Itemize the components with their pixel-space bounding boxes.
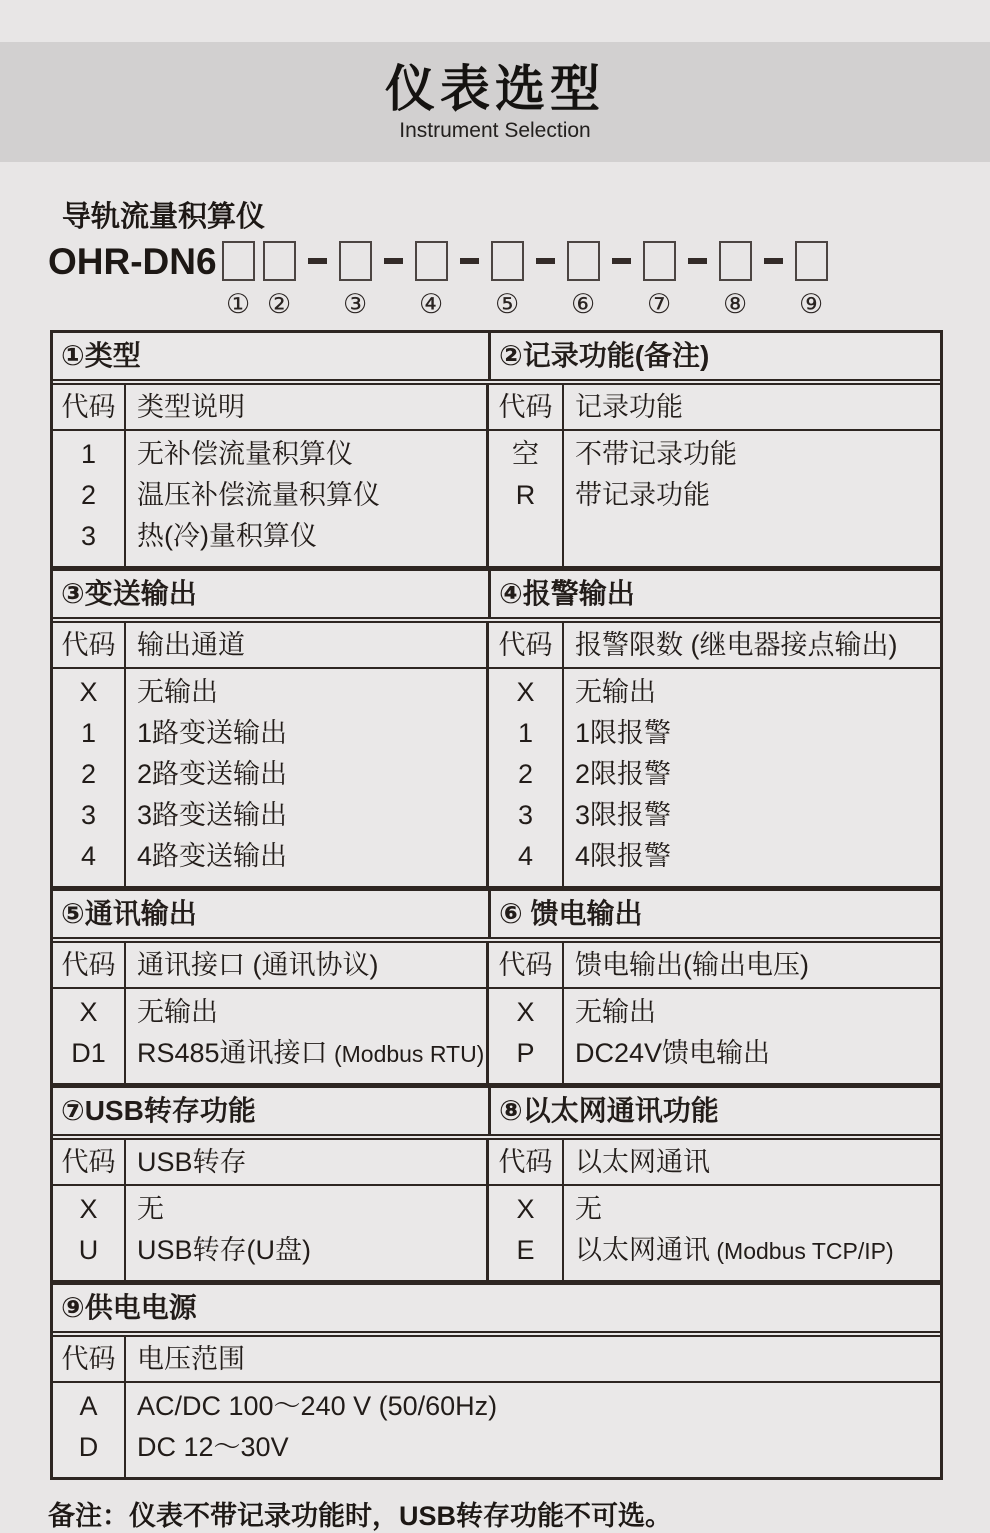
desc-value: 4路变送输出 xyxy=(137,841,288,871)
model-box xyxy=(643,241,676,281)
desc-value: DC24V馈电输出 xyxy=(575,1038,771,1068)
model-slot-1 xyxy=(222,241,255,318)
code-value: X xyxy=(79,1194,98,1224)
spec-table xyxy=(50,330,943,1480)
code-cell xyxy=(53,669,126,886)
column-header-row xyxy=(53,1331,940,1383)
desc-value xyxy=(564,1230,940,1271)
desc-value: 无 xyxy=(137,1194,164,1224)
desc-cell xyxy=(126,989,489,1083)
code-header-cell: 代码 xyxy=(53,943,126,987)
section-title: ③变送输出 xyxy=(53,571,491,617)
code-value: X xyxy=(516,997,535,1027)
desc-value: 无 xyxy=(575,1194,602,1224)
dash-separator xyxy=(384,258,403,264)
page-subtitle: Instrument Selection xyxy=(399,118,591,142)
model-slot-3 xyxy=(339,241,372,318)
column-header-row xyxy=(53,1134,940,1186)
dash-separator xyxy=(612,258,631,264)
code-value: E xyxy=(516,1235,535,1265)
code-cell xyxy=(53,1186,126,1280)
desc-value: 3路变送输出 xyxy=(137,800,288,830)
code-value: X xyxy=(79,677,98,707)
code-value: 3 xyxy=(517,800,534,830)
desc-value: 1路变送输出 xyxy=(137,718,288,748)
dash-separator xyxy=(460,258,479,264)
code-value: A xyxy=(79,1391,98,1421)
model-box xyxy=(491,241,524,281)
model-box xyxy=(719,241,752,281)
desc-header-cell: 输出通道 xyxy=(126,623,489,667)
section-title: ⑥ 馈电输出 xyxy=(499,898,643,929)
code-header-cell: 代码 xyxy=(53,385,126,429)
code-header-cell: 代码 xyxy=(53,1140,126,1184)
model-slot-4 xyxy=(415,241,448,318)
model-box xyxy=(339,241,372,281)
product-name: 导轨流量积算仪 xyxy=(62,201,266,233)
desc-main: 以太网通讯 xyxy=(575,1235,710,1265)
desc-value: AC/DC 100～240 V (50/60Hz) xyxy=(137,1391,498,1421)
model-slot-2 xyxy=(263,241,296,318)
position-number: ① xyxy=(225,289,251,320)
column-header-row xyxy=(53,379,940,431)
code-value: 2 xyxy=(80,759,97,789)
code-value: X xyxy=(516,677,535,707)
desc-header-cell: 通讯接口 (通讯协议) xyxy=(126,943,489,987)
desc-value: 无输出 xyxy=(137,677,218,707)
desc-main: RS485通讯接口 xyxy=(137,1038,328,1068)
position-number: ③ xyxy=(342,289,368,320)
desc-cell xyxy=(126,431,489,566)
code-cell xyxy=(489,1186,564,1280)
position-number: ② xyxy=(266,289,292,320)
desc-value: 热(冷)量积算仪 xyxy=(137,521,317,551)
code-value: 2 xyxy=(517,759,534,789)
code-header-cell: 代码 xyxy=(489,623,564,667)
model-box xyxy=(222,241,255,281)
desc-value: DC 12～30V xyxy=(137,1432,289,1462)
dash-separator xyxy=(764,258,783,264)
code-header-cell: 代码 xyxy=(489,943,564,987)
code-value: D1 xyxy=(71,1038,106,1068)
model-slot-8 xyxy=(719,241,752,318)
section-comm-power-supply-out xyxy=(53,891,940,1088)
desc-value: 不带记录功能 xyxy=(575,439,737,469)
desc-header-cell: 电压范围 xyxy=(137,1344,245,1374)
desc-header-cell: USB转存 xyxy=(126,1140,489,1184)
code-cell xyxy=(53,431,126,566)
desc-cell xyxy=(564,431,940,566)
position-number: ⑧ xyxy=(722,289,748,320)
position-number: ⑥ xyxy=(570,289,596,320)
position-number: ④ xyxy=(418,289,444,320)
model-box xyxy=(567,241,600,281)
section-header-row xyxy=(53,891,940,937)
position-number: ⑨ xyxy=(798,289,824,320)
code-value: U xyxy=(78,1235,99,1265)
code-value: 3 xyxy=(80,521,97,551)
desc-cell xyxy=(564,669,940,886)
code-value: X xyxy=(516,1194,535,1224)
code-header-cell: 代码 xyxy=(489,1140,564,1184)
desc-header-cell: 馈电输出(输出电压) xyxy=(575,950,809,980)
code-cell xyxy=(489,989,564,1083)
data-row xyxy=(53,989,940,1083)
page-title: 仪表选型 xyxy=(385,60,605,117)
data-row xyxy=(53,1186,940,1280)
section-header-row xyxy=(53,333,940,379)
model-slot-5 xyxy=(491,241,524,318)
code-header-cell: 代码 xyxy=(489,385,564,429)
desc-value: 4限报警 xyxy=(575,841,672,871)
code-cell xyxy=(53,1383,126,1477)
desc-value: 2限报警 xyxy=(575,759,672,789)
desc-value: 温压补偿流量积算仪 xyxy=(137,480,380,510)
desc-value: 无补偿流量积算仪 xyxy=(137,439,353,469)
model-box xyxy=(415,241,448,281)
code-header-cell: 代码 xyxy=(53,623,126,667)
section-title: ⑦USB转存功能 xyxy=(53,1088,491,1134)
code-value: 1 xyxy=(80,439,97,469)
data-row xyxy=(53,669,940,886)
code-value: X xyxy=(79,997,98,1027)
section-usb-ethernet xyxy=(53,1088,940,1285)
model-box xyxy=(795,241,828,281)
code-value: 1 xyxy=(80,718,97,748)
desc-cell xyxy=(564,1186,940,1280)
desc-value xyxy=(126,1033,486,1074)
model-box xyxy=(263,241,296,281)
dash-separator xyxy=(536,258,555,264)
section-title: ⑨供电电源 xyxy=(61,1292,197,1323)
section-header-row xyxy=(53,1285,940,1331)
code-cell xyxy=(489,431,564,566)
section-title: ④报警输出 xyxy=(499,578,635,609)
section-header-row xyxy=(53,571,940,617)
desc-cell xyxy=(126,1186,489,1280)
code-value: 4 xyxy=(517,841,534,871)
desc-value: 无输出 xyxy=(575,997,656,1027)
code-header-cell: 代码 xyxy=(53,1337,126,1381)
model-slot-6 xyxy=(567,241,600,318)
code-value: 3 xyxy=(80,800,97,830)
column-header-row xyxy=(53,617,940,669)
position-number: ⑤ xyxy=(494,289,520,320)
section-title: ①类型 xyxy=(53,333,491,379)
code-cell xyxy=(489,669,564,886)
code-value: 4 xyxy=(80,841,97,871)
desc-value: 带记录功能 xyxy=(575,480,710,510)
section-title: ②记录功能(备注) xyxy=(499,340,710,371)
dash-separator xyxy=(308,258,327,264)
model-slot-7 xyxy=(643,241,676,318)
desc-value: 无输出 xyxy=(575,677,656,707)
desc-cell xyxy=(564,989,940,1083)
desc-cell xyxy=(126,1383,940,1477)
dash-separator xyxy=(688,258,707,264)
section-type-record xyxy=(53,333,940,571)
title-banner xyxy=(0,42,990,162)
desc-value: 无输出 xyxy=(137,997,218,1027)
code-cell xyxy=(53,989,126,1083)
code-value: D xyxy=(78,1432,99,1462)
code-value: 1 xyxy=(517,718,534,748)
desc-header-cell: 报警限数 (继电器接点输出) xyxy=(575,630,898,660)
desc-header-cell: 以太网通讯 xyxy=(575,1147,710,1177)
code-value: 2 xyxy=(80,480,97,510)
top-strip xyxy=(0,0,990,42)
desc-value: 1限报警 xyxy=(575,718,672,748)
desc-value: 3限报警 xyxy=(575,800,672,830)
section-header-row xyxy=(53,1088,940,1134)
desc-suffix: (Modbus TCP/IP) xyxy=(710,1238,894,1264)
desc-header-cell: 记录功能 xyxy=(575,392,683,422)
desc-cell xyxy=(126,669,489,886)
desc-suffix: (Modbus RTU) xyxy=(327,1041,485,1067)
code-value: P xyxy=(516,1038,535,1068)
footnote: 备注：仪表不带记录功能时，USB转存功能不可选。 xyxy=(48,1501,673,1531)
position-number: ⑦ xyxy=(646,289,672,320)
data-row xyxy=(53,431,940,566)
section-output-alarm xyxy=(53,571,940,891)
data-row xyxy=(53,1383,940,1477)
model-slot-9 xyxy=(795,241,828,318)
model-prefix: OHR-DN6 xyxy=(48,241,217,282)
section-title: ⑤通讯输出 xyxy=(53,891,491,937)
desc-header-cell: 类型说明 xyxy=(126,385,489,429)
section-power-supply xyxy=(53,1285,940,1477)
desc-value: 2路变送输出 xyxy=(137,759,288,789)
code-value: R xyxy=(515,480,536,510)
desc-value: USB转存(U盘) xyxy=(137,1235,311,1265)
section-title: ⑧以太网通讯功能 xyxy=(499,1095,719,1126)
model-code-row xyxy=(48,241,990,318)
code-value: 空 xyxy=(512,439,539,469)
column-header-row xyxy=(53,937,940,989)
